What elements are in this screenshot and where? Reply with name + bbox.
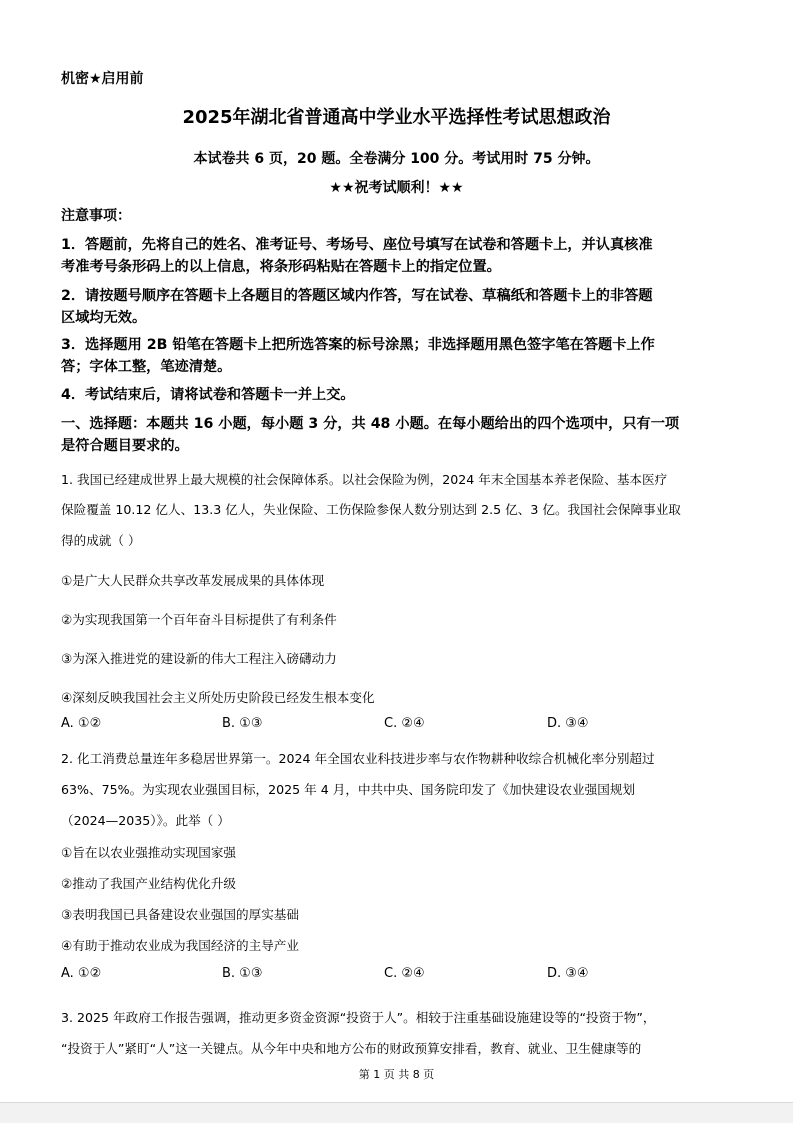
note-2-line-2: 区域均无效。	[61, 310, 147, 326]
q1-item-2: ②为实现我国第一个百年奋斗目标提供了有利条件	[61, 612, 337, 627]
note-2-line-1: 2．请按题号顺序在答题卡上各题目的答题区域内作答，写在试卷、草稿纸和答题卡上的非答题	[61, 288, 653, 304]
page-bottom-edge	[0, 1102, 793, 1123]
note-3-line-1: 3．选择题用 2B 铅笔在答题卡上把所选答案的标号涂黑；非选择题用黑色签字笔在答题卡上作	[61, 337, 655, 353]
q1-stem-line-1: 1. 我国已经建成世界上最大规模的社会保障体系。以社会保险为例，2024 年末全国基本养老保险、基本医疗	[61, 472, 668, 487]
confidential-label: 机密★启用前	[61, 71, 144, 87]
exam-title: 2025年湖北省普通高中学业水平选择性考试思想政治	[182, 107, 611, 128]
q2-stem-line-3: （2024—2035）》。此举（ ）	[61, 813, 230, 828]
note-1-line-1: 1．答题前，先将自己的姓名、准考证号、考场号、座位号填写在试卷和答题卡上，并认真核准	[61, 237, 653, 253]
q2-stem-line-2: 63%、75%。为实现农业强国目标，2025 年 4 月，中共中央、国务院印发了《加快建设农业强国规划	[61, 782, 636, 797]
q1-option-d: D. ③④	[547, 716, 589, 731]
note-4-line-1: 4．考试结束后，请将试卷和答题卡一并上交。	[61, 387, 355, 403]
q2-stem-line-1: 2. 化工消费总量连年多稳居世界第一。2024 年全国农业科技进步率与农作物耕种收综合机械化率分别超过	[61, 751, 655, 766]
section-heading-line-1: 一、选择题：本题共 16 小题，每小题 3 分，共 48 小题。在每小题给出的四个选项中，只有一项	[61, 416, 680, 432]
page-number-footer: 第 1 页 共 8 页	[358, 1068, 435, 1081]
q1-item-4: ④深刻反映我国社会主义所处历史阶段已经发生根本变化	[61, 690, 375, 705]
good-luck-line: ★★祝考试顺利！★★	[329, 180, 464, 196]
q2-option-a: A. ①②	[61, 966, 102, 981]
q1-item-1: ①是广大人民群众共享改革发展成果的具体体现	[61, 573, 325, 588]
q1-option-c: C. ②④	[384, 716, 425, 731]
exam-subtitle: 本试卷共 6 页，20 题。全卷满分 100 分。考试用时 75 分钟。	[193, 151, 600, 167]
q3-stem-line-2: “投资于人”紧盯“人”这一关键点。从今年中央和地方公布的财政预算安排看，教育、就业、卫生健康等的	[61, 1041, 642, 1056]
section-heading-line-2: 是符合题目要求的。	[61, 438, 189, 454]
q2-item-1: ①旨在以农业强推动实现国家强	[61, 845, 237, 860]
q3-stem-line-1: 3. 2025 年政府工作报告强调，推动更多资金资源“投资于人”。相较于注重基础设施建设等的“投资于物”，	[61, 1010, 656, 1025]
q2-option-b: B. ①③	[222, 966, 263, 981]
note-1-line-2: 考准考号条形码上的以上信息，将条形码粘贴在答题卡上的指定位置。	[61, 259, 501, 275]
q2-item-3: ③表明我国已具备建设农业强国的厚实基础	[61, 907, 299, 922]
q2-option-d: D. ③④	[547, 966, 589, 981]
q1-option-a: A. ①②	[61, 716, 102, 731]
q1-stem-line-2: 保险覆盖 10.12 亿人、13.3 亿人，失业保险、工伤保险参保人数分别达到 2.5 亿、3 亿。我国社会保障事业取	[61, 502, 681, 517]
note-3-line-2: 答；字体工整，笔迹清楚。	[61, 359, 232, 375]
q1-item-3: ③为深入推进党的建设新的伟大工程注入磅礴动力	[61, 651, 337, 666]
q2-item-4: ④有助于推动农业成为我国经济的主导产业	[61, 938, 299, 953]
q1-option-b: B. ①③	[222, 716, 263, 731]
q2-option-c: C. ②④	[384, 966, 425, 981]
q1-stem-line-3: 得的成就（ ）	[61, 533, 141, 548]
q2-item-2: ②推动了我国产业结构优化升级	[61, 876, 237, 891]
notes-heading: 注意事项：	[61, 208, 131, 224]
